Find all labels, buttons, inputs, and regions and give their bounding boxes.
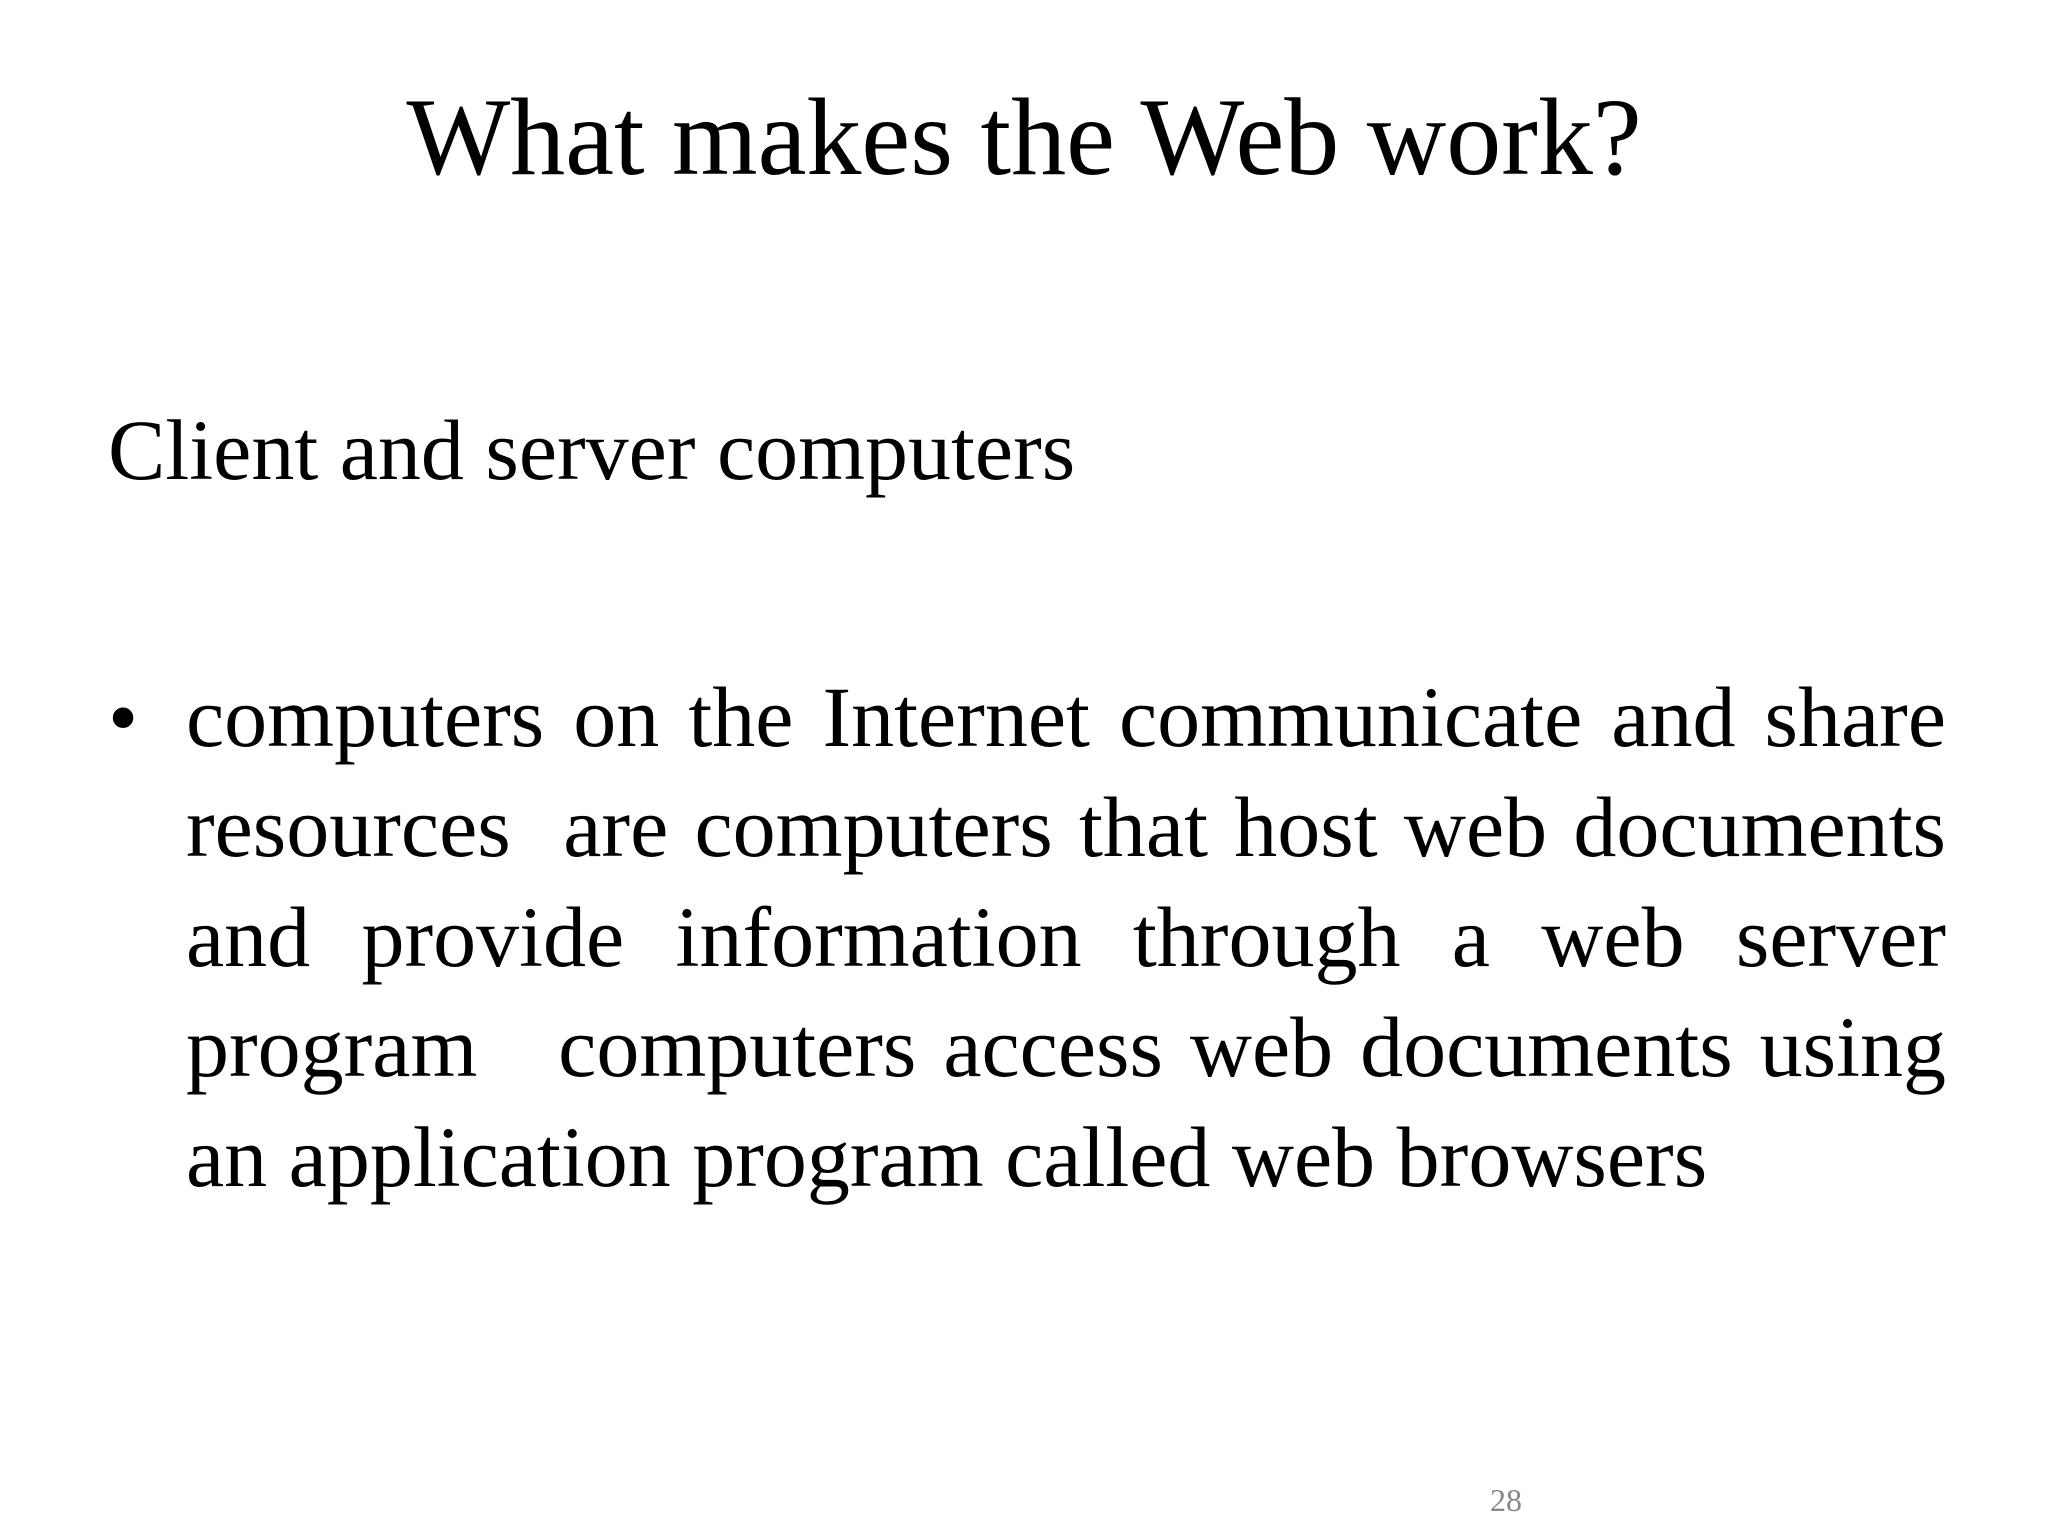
page-number: 28 <box>1490 1482 1522 1518</box>
slide-subtitle: Client and server computers <box>108 402 1076 498</box>
bullet-text: computers on the Internet communicate and share resources are computers that host web documents and provide information through a web server program computers access web documents using an application program called web browsers <box>186 669 1968 1205</box>
slide-title: What makes the Web work? <box>406 76 1642 198</box>
bullet-marker: • <box>108 669 139 765</box>
